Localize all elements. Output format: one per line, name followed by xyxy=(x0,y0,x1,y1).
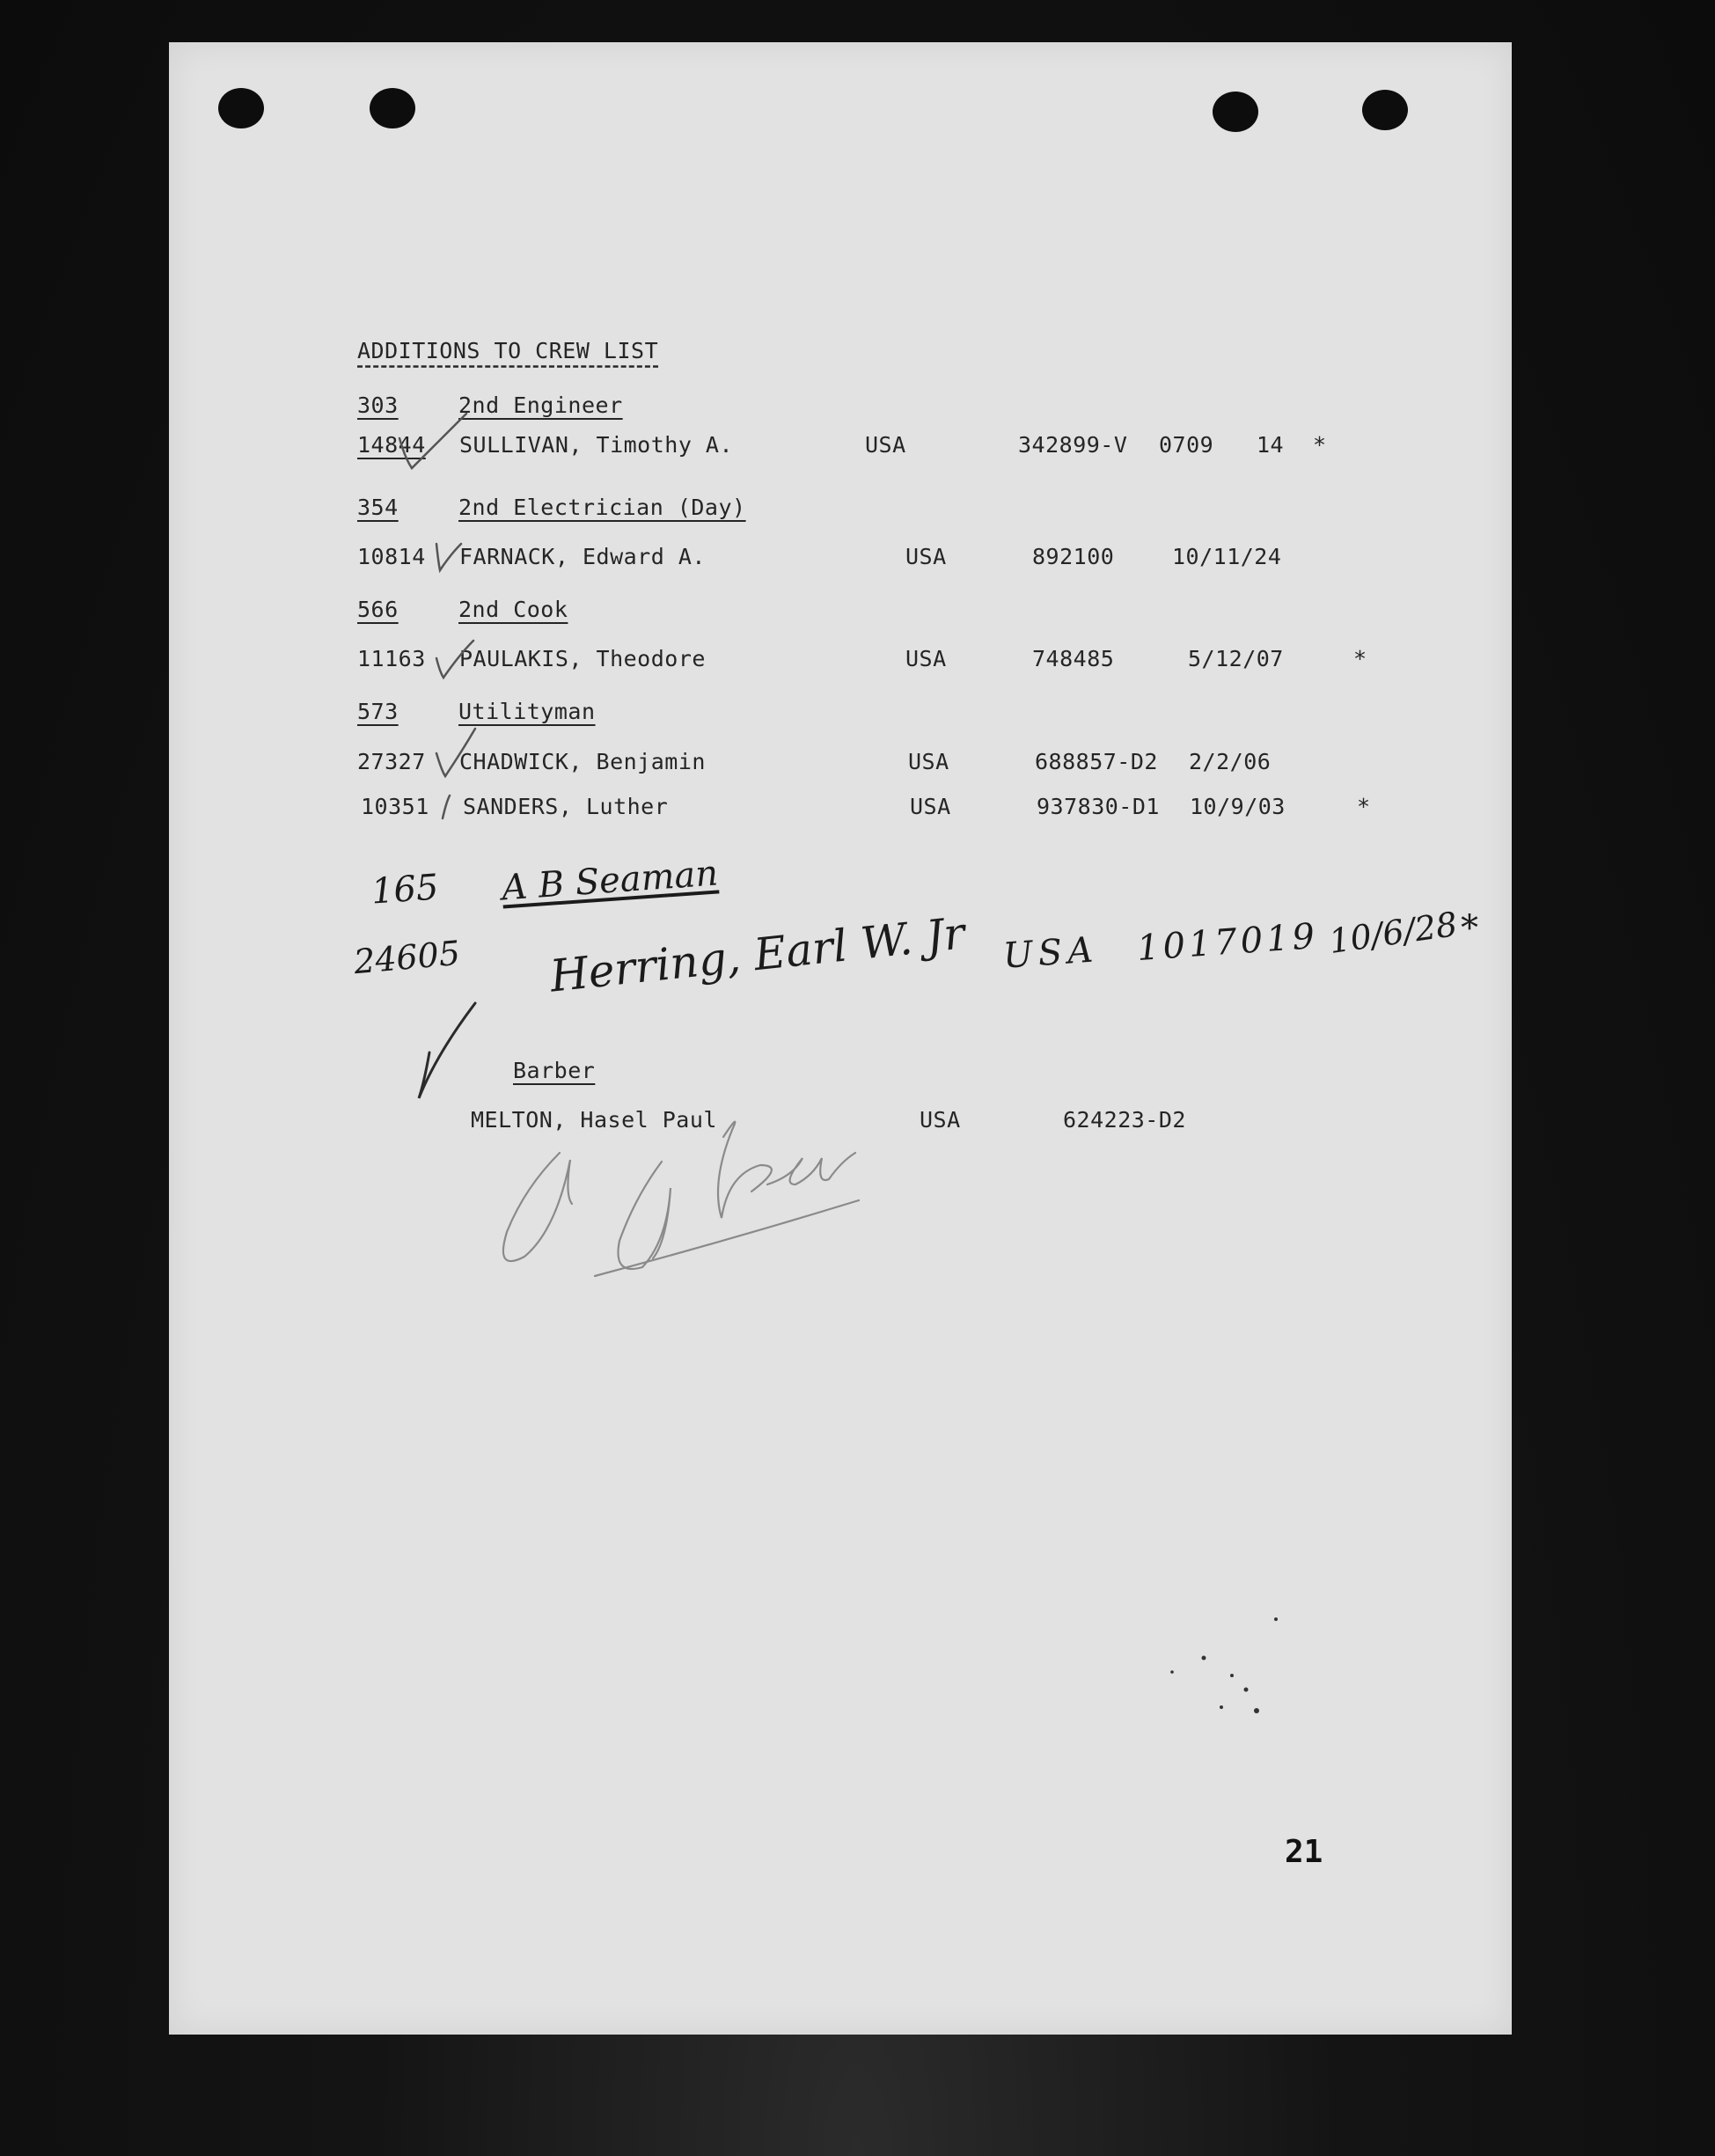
crew-date: 2/2/06 xyxy=(1189,749,1272,774)
section-title: 2nd Engineer xyxy=(458,392,623,418)
section-title: Utilityman xyxy=(458,699,596,724)
specks xyxy=(1170,1617,1278,1713)
crew-date: 5/12/07 xyxy=(1188,646,1284,671)
handwritten-name: Herring, Earl W. Jr xyxy=(547,907,968,1002)
section-title: 2nd Electrician (Day) xyxy=(458,495,746,520)
check-mark xyxy=(436,641,473,678)
crew-certificate: 688857-D2 xyxy=(1035,749,1158,774)
handwritten-title: A B Seaman xyxy=(500,853,720,909)
handwritten-certificate: 1017019 xyxy=(1135,915,1320,970)
section-code: 573 xyxy=(357,699,399,724)
handwritten-mark: * xyxy=(1461,908,1478,949)
crew-date: 0709 xyxy=(1159,432,1214,458)
crew-name: FARNACK, Edward A. xyxy=(459,544,706,569)
crew-number: 10351 xyxy=(361,794,429,819)
crew-nationality: USA xyxy=(908,749,949,774)
crew-name: CHADWICK, Benjamin xyxy=(459,749,706,774)
check-mark xyxy=(436,544,461,570)
handwritten-number: 24605 xyxy=(352,933,462,982)
page-number: 21 xyxy=(1285,1834,1323,1870)
document-heading: ADDITIONS TO CREW LIST xyxy=(357,338,659,363)
section-code: 566 xyxy=(357,597,399,622)
crew-certificate: 748485 xyxy=(1032,646,1115,671)
section-title: Barber xyxy=(513,1058,596,1083)
handwritten-date: 10/6/28 xyxy=(1326,905,1460,961)
crew-number: 27327 xyxy=(357,749,426,774)
crew-nationality: USA xyxy=(905,646,947,671)
crew-mark: * xyxy=(1313,432,1327,458)
crew-date: 10/11/24 xyxy=(1172,544,1282,569)
crew-name: MELTON, Hasel Paul xyxy=(471,1107,717,1133)
crew-nationality: USA xyxy=(865,432,906,458)
section-code: 354 xyxy=(357,495,399,520)
crew-name: PAULAKIS, Theodore xyxy=(459,646,706,671)
check-mark xyxy=(436,729,475,776)
crew-date: 10/9/03 xyxy=(1190,794,1286,819)
signature xyxy=(503,1122,859,1276)
crew-nationality: USA xyxy=(905,544,947,569)
crew-mark: * xyxy=(1357,794,1371,819)
crew-certificate: 624223-D2 xyxy=(1063,1107,1186,1133)
section-code: 303 xyxy=(357,392,399,418)
handwritten-nationality: USA xyxy=(1001,929,1100,977)
crew-number: 14844 xyxy=(357,432,426,458)
document-page xyxy=(169,42,1512,2035)
check-marks xyxy=(399,414,475,1098)
crew-nationality: USA xyxy=(920,1107,961,1133)
section-title: 2nd Cook xyxy=(458,597,568,622)
check-mark xyxy=(399,414,466,468)
crew-name: SULLIVAN, Timothy A. xyxy=(459,432,734,458)
crew-certificate: 892100 xyxy=(1032,544,1115,569)
crew-certificate: 342899-V xyxy=(1018,432,1128,458)
crew-mark: * xyxy=(1353,646,1367,671)
handwritten-code: 165 xyxy=(370,867,440,913)
crew-certificate: 937830-D1 xyxy=(1037,794,1160,819)
crew-nationality: USA xyxy=(910,794,951,819)
crew-number: 11163 xyxy=(357,646,426,671)
crew-number: 10814 xyxy=(357,544,426,569)
crew-name: SANDERS, Luther xyxy=(463,794,669,819)
handwritten-marks xyxy=(169,42,1512,2035)
check-mark xyxy=(419,1003,475,1098)
crew-extra: 14 xyxy=(1257,432,1285,458)
check-mark xyxy=(443,796,450,818)
